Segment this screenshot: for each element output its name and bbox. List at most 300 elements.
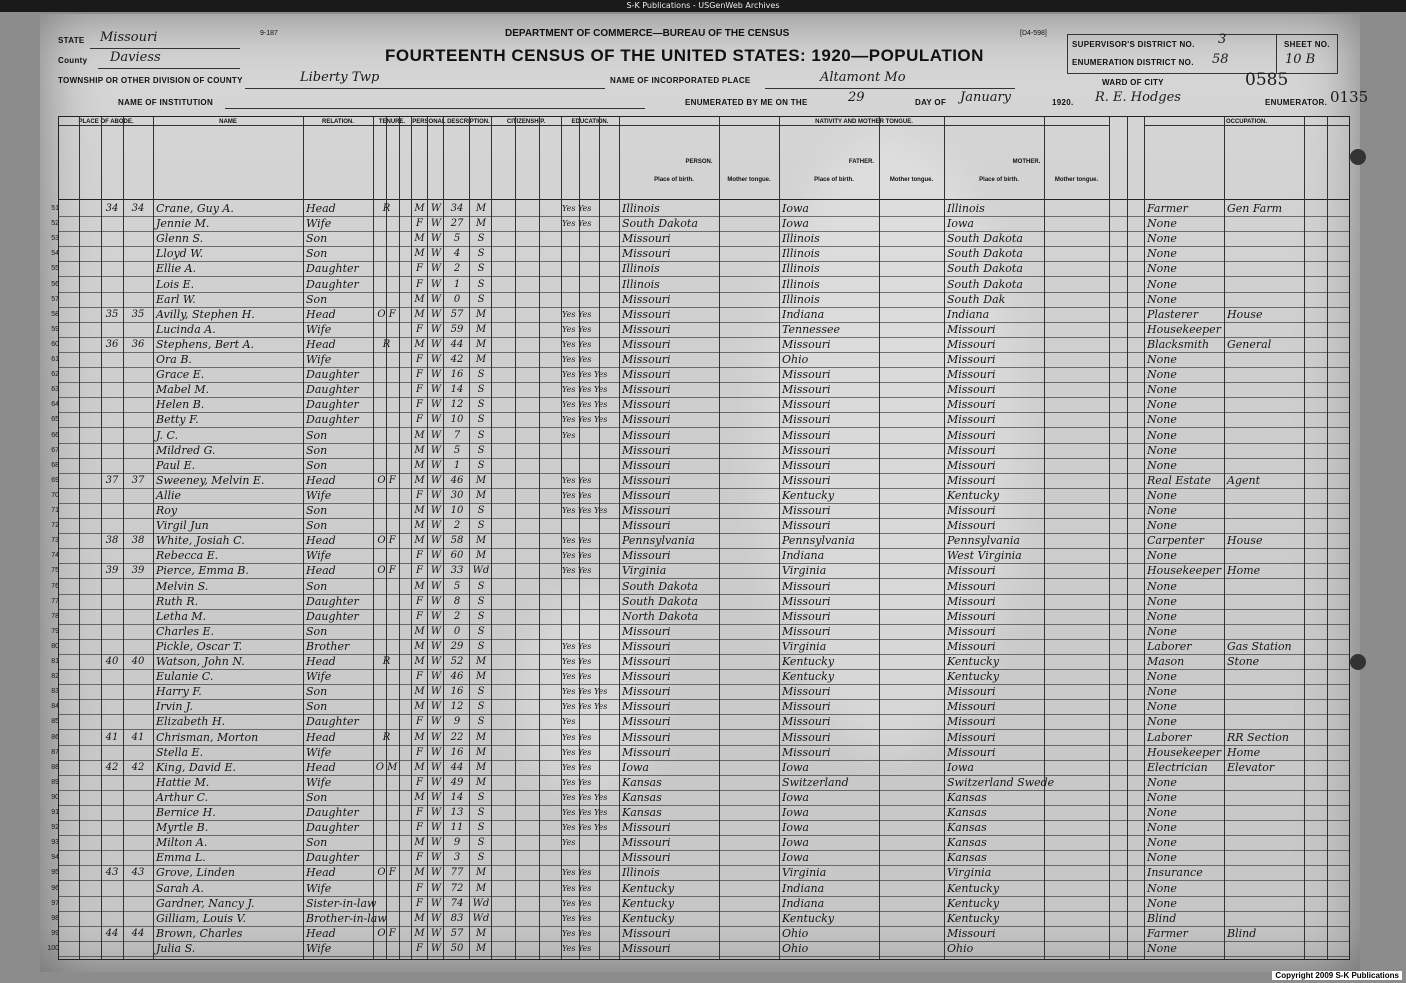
tenure (374, 292, 399, 307)
age: 2 (453, 263, 461, 275)
marital-status: S (477, 625, 485, 637)
relation: Head (306, 564, 336, 578)
archive-banner: S-K Publications - USGenWeb Archives (0, 0, 1406, 12)
age: 33 (450, 565, 464, 577)
table-row (51, 760, 1349, 775)
marital-status: M (475, 338, 487, 350)
father-birthplace: Missouri (782, 519, 831, 533)
relation: Daughter (306, 806, 359, 819)
family-number: 43 (131, 867, 145, 879)
tenure (374, 246, 399, 261)
mother-birthplace: Kentucky (947, 655, 1000, 668)
race: W (430, 520, 442, 532)
occupation: None (1147, 579, 1177, 593)
father-birthplace: Iowa (782, 851, 809, 865)
industry (1227, 277, 1304, 292)
person-name: Brown, Charles (156, 926, 243, 940)
education (562, 292, 619, 307)
supervisor-value: 3 (1218, 32, 1227, 47)
industry (1227, 850, 1304, 865)
dwelling-number (101, 367, 123, 382)
line-number: 86 (51, 733, 59, 741)
dwelling-number (101, 292, 123, 307)
marital-status: S (477, 822, 485, 834)
family-number: 35 (131, 308, 145, 320)
industry (1227, 881, 1304, 896)
marital-status: S (477, 248, 485, 260)
person-name: Gilliam, Louis V. (156, 911, 247, 925)
family-number: 39 (131, 565, 145, 577)
occupation: None (1147, 790, 1177, 804)
table-row (51, 201, 1349, 216)
mother-birthplace: South Dakota (947, 247, 1023, 261)
sex: F (416, 807, 423, 818)
col-father-pob: Place of birth. (814, 177, 854, 183)
line-number: 97 (51, 899, 59, 907)
education: Yes Yes (562, 536, 592, 546)
line-number: 92 (51, 824, 59, 832)
race: W (430, 414, 442, 426)
table-row (51, 518, 1349, 533)
table-row (51, 896, 1349, 911)
dwelling-number (101, 699, 123, 714)
table-row (51, 458, 1349, 473)
relation: Daughter (306, 413, 359, 427)
section-personal: PERSONAL DESCRIPTION. (412, 119, 490, 125)
dwelling-number: 37 (105, 474, 119, 486)
line-number: 62 (51, 371, 59, 379)
education: Yes Yes Yes (562, 415, 608, 425)
person-name: Mabel M. (156, 383, 210, 397)
dwelling-number (101, 639, 123, 654)
occupation: None (1147, 896, 1177, 910)
line-number: 90 (51, 793, 59, 801)
section-name: NAME (153, 119, 303, 126)
education: Yes Yes (562, 928, 592, 938)
industry (1227, 412, 1304, 427)
marital-status: M (475, 218, 487, 230)
person-name: Gardner, Nancy J. (156, 896, 255, 910)
relation: Brother (306, 639, 350, 653)
mother-birthplace: Missouri (947, 337, 996, 351)
tenure: R (382, 203, 391, 214)
occupation: None (1147, 413, 1177, 427)
relation: Son (306, 700, 328, 714)
age: 2 (453, 610, 461, 622)
line-number: 64 (51, 401, 59, 409)
person-birthplace: Illinois (622, 866, 660, 880)
sex: M (414, 535, 425, 547)
relation: Daughter (306, 594, 359, 608)
industry: Gen Farm (1227, 202, 1283, 215)
marital-status: Wd (472, 565, 490, 577)
marital-status: S (477, 414, 485, 426)
education: Yes Yes (562, 309, 592, 319)
marital-status: M (475, 761, 487, 773)
industry (1227, 911, 1304, 926)
dwelling-number (101, 412, 123, 427)
person-birthplace: Missouri (622, 292, 671, 306)
tenure (374, 277, 399, 292)
education (562, 261, 619, 276)
person-birthplace: North Dakota (622, 609, 699, 623)
age: 5 (453, 444, 461, 456)
mother-birthplace: Missouri (947, 504, 996, 517)
table-row (51, 382, 1349, 397)
father-birthplace: Virginia (782, 866, 827, 880)
relation: Daughter (306, 262, 359, 276)
marital-status: S (477, 807, 485, 818)
line-number: 66 (51, 431, 59, 439)
person-name: Grove, Linden (156, 866, 235, 880)
sex: F (416, 550, 423, 562)
father-birthplace: Iowa (782, 760, 809, 774)
mother-birthplace: Kansas (947, 806, 987, 819)
line-number: 99 (51, 929, 59, 937)
marital-status: M (475, 203, 487, 214)
education: Yes Yes Yes (562, 370, 608, 380)
enumerator-label: ENUMERATOR. (1265, 98, 1328, 107)
person-birthplace: Missouri (622, 322, 671, 336)
dwelling-number (101, 896, 123, 911)
mother-birthplace: Kentucky (947, 881, 1000, 895)
dwelling-number (101, 745, 123, 760)
page-title: FOURTEENTH CENSUS OF THE UNITED STATES: 1920—POPULATION (385, 46, 984, 65)
table-row (51, 639, 1349, 654)
education: Yes Yes (562, 883, 592, 893)
age: 44 (450, 761, 464, 773)
person-name: Melvin S. (156, 579, 209, 593)
mother-birthplace: Missouri (947, 353, 996, 366)
age: 29 (450, 640, 464, 652)
tenure (374, 639, 399, 654)
mother-birthplace: South Dak (947, 292, 1006, 306)
mother-birthplace: Kentucky (947, 670, 1000, 684)
person-birthplace: Missouri (622, 398, 671, 412)
tenure (374, 397, 399, 412)
person-birthplace: Virginia (622, 564, 667, 578)
form-number-left: 9-187 (260, 30, 278, 37)
table-row (51, 805, 1349, 820)
father-birthplace: Virginia (782, 639, 827, 653)
occupation: None (1147, 398, 1177, 412)
occupation: None (1147, 368, 1177, 382)
table-row (47, 941, 1349, 956)
table-row (51, 428, 1349, 443)
age: 13 (450, 807, 464, 818)
form-number-right: [D4-598] (1020, 30, 1047, 37)
person-name: Ellie A. (156, 262, 197, 276)
marital-status: S (477, 837, 485, 849)
occupation: Real Estate (1147, 473, 1211, 487)
family-number (123, 352, 153, 367)
mother-birthplace: Missouri (947, 639, 996, 653)
dwelling-number (101, 609, 123, 624)
sex: F (416, 942, 423, 954)
race: W (430, 776, 442, 788)
education: Yes Yes Yes (562, 702, 608, 712)
age: 42 (450, 354, 464, 365)
family-number (123, 261, 153, 276)
family-number (123, 881, 153, 896)
race: W (430, 444, 442, 456)
marital-status: S (477, 429, 485, 441)
age: 72 (450, 882, 464, 894)
table-row (51, 277, 1349, 292)
line-number: 61 (51, 356, 59, 363)
age: 16 (450, 746, 464, 758)
person-birthplace: Missouri (622, 655, 671, 668)
sheet-value: 10 B (1285, 52, 1316, 67)
father-birthplace: Pennsylvania (782, 534, 855, 548)
section-citizenship: CITIZENSHIP. (491, 119, 561, 126)
industry (1227, 261, 1304, 276)
sex: F (416, 369, 423, 381)
education: Yes Yes (562, 490, 592, 500)
dwelling-number: 42 (105, 761, 119, 773)
relation: Head (306, 202, 336, 215)
sex: M (414, 656, 425, 667)
dwelling-number (101, 261, 123, 276)
table-row (51, 669, 1349, 684)
race: W (430, 384, 442, 396)
family-number: 40 (131, 656, 145, 667)
occupation: None (1147, 836, 1177, 850)
sex: F (416, 354, 423, 365)
dwelling-number (101, 518, 123, 533)
sex: F (416, 776, 423, 788)
line-number: 95 (51, 869, 59, 877)
mother-birthplace: Missouri (947, 413, 996, 427)
education: Yes Yes (562, 551, 592, 561)
copyright-notice: Copyright 2009 S-K Publications (1272, 971, 1402, 980)
industry: Agent (1227, 473, 1260, 487)
tenure (374, 458, 399, 473)
sex: M (414, 338, 425, 350)
person-birthplace: Missouri (622, 473, 671, 487)
father-birthplace: Illinois (782, 262, 820, 276)
age: 14 (450, 384, 464, 396)
marital-status: M (475, 354, 487, 365)
father-birthplace: Missouri (782, 745, 831, 759)
family-number (123, 488, 153, 503)
dwelling-number (101, 624, 123, 639)
industry (1227, 790, 1304, 805)
line-number: 89 (51, 778, 59, 786)
person-name: Ruth R. (156, 594, 199, 608)
mother-birthplace: Switzerland Swede (947, 775, 1055, 789)
father-birthplace: Missouri (782, 337, 831, 351)
person-name: Virgil Jun (156, 519, 209, 533)
age: 9 (453, 716, 461, 728)
relation: Son (306, 443, 328, 457)
father-birthplace: Missouri (782, 443, 831, 457)
tenure (374, 624, 399, 639)
family-number (123, 714, 153, 729)
marital-status: M (475, 489, 487, 501)
age: 8 (453, 595, 461, 607)
line-number: 75 (51, 567, 59, 575)
binder-hole (1350, 149, 1366, 165)
dwelling-number: 35 (105, 308, 119, 320)
tenure (374, 428, 399, 443)
family-number (123, 684, 153, 699)
marital-status: S (477, 233, 485, 245)
year-label: 1920. (1052, 98, 1074, 107)
enumerated-day: 29 (848, 90, 865, 105)
sex: F (416, 278, 423, 290)
relation: Daughter (306, 821, 359, 835)
line-number: 98 (51, 914, 59, 922)
person-name: Lucinda A. (156, 322, 216, 336)
relation: Daughter (306, 715, 359, 729)
table-row (51, 609, 1349, 624)
tenure (374, 412, 399, 427)
occupation: None (1147, 821, 1177, 835)
age: 57 (450, 308, 464, 320)
family-number (123, 397, 153, 412)
relation: Daughter (306, 398, 359, 412)
race: W (430, 550, 442, 562)
race: W (430, 716, 442, 728)
education: Yes Yes (562, 898, 592, 908)
industry: House (1227, 534, 1263, 548)
line-number: 63 (51, 386, 59, 394)
mother-birthplace: Missouri (947, 428, 996, 442)
mother-birthplace: Missouri (947, 579, 996, 593)
mother-birthplace: Missouri (947, 700, 996, 714)
age: 0 (453, 625, 461, 637)
table-row (51, 488, 1349, 503)
relation: Head (306, 473, 336, 487)
industry (1227, 684, 1304, 699)
dwelling-number: 38 (105, 535, 119, 547)
mother-birthplace: Missouri (947, 458, 996, 472)
section-occupation: OCCUPATION. (1144, 119, 1349, 126)
industry (1227, 428, 1304, 443)
dwelling-number (101, 714, 123, 729)
marital-status: S (477, 640, 485, 652)
family-number: 41 (131, 731, 145, 743)
tenure (374, 881, 399, 896)
enumerator-name: R. E. Hodges (1095, 90, 1181, 105)
industry (1227, 941, 1304, 956)
education: Yes Yes (562, 641, 592, 651)
age: 12 (450, 399, 464, 411)
subhead-father: FATHER. (848, 159, 875, 165)
occupation: Plasterer (1147, 307, 1199, 321)
race: W (430, 369, 442, 381)
marital-status: M (475, 671, 487, 683)
sex: M (414, 867, 425, 879)
marital-status: S (477, 580, 485, 592)
family-number (123, 775, 153, 790)
family-number: 38 (131, 535, 145, 547)
line-number: 69 (51, 476, 59, 484)
mother-birthplace: Missouri (947, 519, 996, 533)
mother-birthplace: Kentucky (947, 896, 1000, 910)
mother-birthplace: Missouri (947, 322, 996, 336)
father-birthplace: Iowa (782, 217, 809, 231)
person-birthplace: South Dakota (622, 217, 698, 231)
person-name: Grace E. (156, 368, 205, 382)
table-row (51, 579, 1349, 594)
dwelling-number (101, 503, 123, 518)
dwelling-number (101, 382, 123, 397)
table-row (51, 261, 1349, 276)
sex: F (416, 414, 423, 426)
relation: Head (306, 730, 336, 744)
sex: F (416, 399, 423, 411)
occupation: None (1147, 277, 1177, 291)
education: Yes Yes (562, 475, 592, 485)
tenure (374, 579, 399, 594)
relation: Son (306, 504, 328, 517)
table-row (51, 292, 1349, 307)
mother-birthplace: Missouri (947, 398, 996, 412)
person-name: Myrtle B. (156, 821, 209, 835)
family-number (123, 548, 153, 563)
occupation: None (1147, 670, 1177, 684)
sex: F (416, 671, 423, 683)
person-birthplace: Missouri (622, 941, 671, 955)
relation: Wife (306, 670, 332, 684)
sex: M (414, 459, 425, 471)
person-name: Bernice H. (156, 806, 216, 819)
race: W (430, 625, 442, 637)
occupation: Blacksmith (1147, 337, 1210, 351)
industry (1227, 896, 1304, 911)
race: W (430, 565, 442, 577)
tenure: O F (377, 565, 396, 577)
race: W (430, 897, 442, 909)
father-birthplace: Iowa (782, 202, 809, 215)
mother-birthplace: Kentucky (947, 488, 1000, 502)
person-name: Sarah A. (156, 881, 204, 895)
relation: Son (306, 685, 328, 699)
section-relation: RELATION. (303, 119, 373, 126)
industry (1227, 246, 1304, 261)
race: W (430, 535, 442, 547)
person-name: Emma L. (156, 851, 206, 865)
section-education: EDUCATION. (561, 119, 619, 126)
person-birthplace: Missouri (622, 413, 671, 427)
marital-status: Wd (472, 897, 490, 909)
person-birthplace: South Dakota (622, 579, 698, 593)
education (562, 624, 619, 639)
tenure: R (382, 656, 391, 667)
industry: House (1227, 307, 1263, 321)
father-birthplace: Missouri (782, 473, 831, 487)
family-number (123, 941, 153, 956)
tenure (374, 714, 399, 729)
line-number: 65 (51, 416, 59, 424)
age: 7 (453, 429, 461, 441)
relation: Son (306, 292, 328, 306)
education (562, 277, 619, 292)
occupation: Housekeeper (1147, 564, 1221, 578)
sex: M (414, 837, 425, 849)
col-father-tongue: Mother tongue. (889, 177, 934, 183)
education: Yes Yes (562, 732, 592, 742)
mother-birthplace: Missouri (947, 926, 996, 940)
race: W (430, 293, 442, 305)
education: Yes Yes Yes (562, 687, 608, 697)
father-birthplace: Missouri (782, 504, 831, 517)
sex: M (414, 505, 425, 516)
person-birthplace: Missouri (622, 368, 671, 382)
occupation: None (1147, 549, 1177, 563)
